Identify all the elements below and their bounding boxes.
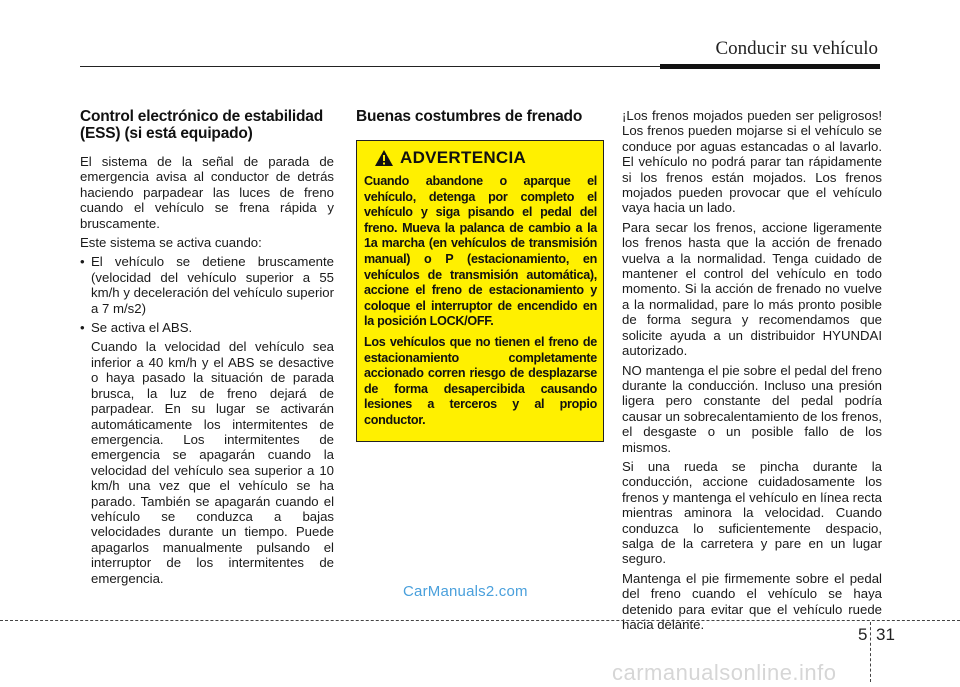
dry-brakes-paragraph: Para secar los frenos, accione ligeramente los frenos hasta que la acción de frenado vuelva a la normalidad. Tenga cuidado de mantener el control del vehículo en todo momento. Si la acción de frenado no vuelve a la normalidad, pare lo más pronto posible de forma segura y recomendamos que solicite ayuda a un distribuidor HYUNDAI autorizado. (622, 219, 882, 359)
warning-title: ADVERTENCIA (400, 148, 527, 167)
warning-triangle-icon (374, 149, 394, 167)
ess-bullet-2 (80, 320, 334, 335)
section-title: Conducir su vehículo (715, 38, 878, 59)
ess-bullet-2-text: Se activa el ABS. (91, 320, 193, 336)
chapter-number: 5 (858, 625, 868, 644)
page-number: 31 (876, 625, 895, 644)
header-rule-thick (660, 64, 880, 69)
stopped-vehicle-paragraph: Mantenga el pie firmemente sobre el pedal del freno cuando el vehículo se haya detenido para evitar que el vehículo ruede hacia delante. (622, 570, 882, 632)
ess-heading-line1: Control electrónico de estabilidad (80, 108, 323, 125)
wet-brakes-paragraph: ¡Los frenos mojados pueden ser peligrosos! Los frenos pueden mojarse si el vehículo se conduce por aguas estancadas o al lavarlo. El vehículo no podrá parar tan rápidamente si los frenos están mojados. Los frenos mojados pueden provocar que el vehículo vaya hacia un lado. (622, 108, 882, 216)
flat-tire-paragraph: Si una rueda se pincha durante la conducción, accione cuidadosamente los frenos y mantenga el vehículo en línea recta mientras aminora la velocidad. Cuando conduzca lo suficientemente despacio, salga de la carretera y pare en un lugar seguro. (622, 458, 882, 567)
bullet-dot: • (80, 320, 85, 336)
footer-rule (0, 620, 960, 621)
right-column (622, 108, 882, 636)
foot-on-pedal-paragraph: NO mantenga el pie sobre el pedal del freno durante la conducción. Incluso una presión ligera pero constante del pedal podría causar un sobrecalentamiento de los frenos, el desgaste o un posible fallo de los mismos. (622, 362, 882, 455)
middle-column (356, 108, 606, 137)
warning-paragraph-2: Los vehículos que no tienen el freno de estacionamiento completamente accionado corren riesgo de desplazarse de forma desapercibida causando lesiones a terceros y al propio conductor. (364, 334, 597, 427)
left-column (80, 108, 334, 586)
warning-box (356, 140, 604, 442)
bullet-dot: • (80, 254, 85, 270)
watermark-link[interactable]: CarManuals2.com (403, 583, 528, 600)
ess-note: Cuando la velocidad del vehículo sea inferior a 40 km/h y el ABS se desactive o haya pasado la situación de parada brusca, la luz de freno dejará de parpadear. En su lugar se activarán automáticamente los intermitentes de emergencia. Los intermitentes de emergencia se apagarán cuando la velocidad del vehículo sea superior a 10 km/h una vez que el vehículo se ha parado. También se apagarán cuando el vehículo se conduzca a bajas velocidades durante un tiempo. Puede apagarlos manualmente pulsando el interruptor de los intermitentes de emergencia. (91, 339, 334, 586)
ess-activation-intro: Este sistema se activa cuando: (80, 235, 262, 251)
ess-bullet-1 (80, 254, 334, 316)
ess-bullet-1-text: El vehículo se detiene bruscamente (velocidad del vehículo superior a 55 km/h y deceleración del vehículo superior a 7 m/s2) (91, 254, 334, 316)
warning-paragraph-1: Cuando abandone o aparque el vehículo, detenga por completo el vehículo y siga pisando el pedal del freno. Mueva la palanca de cambio a la 1a marcha (en vehículos de transmisión manual) o P (estacionamiento, en vehículos de transmisión automática), accione el freno de estacionamiento y coloque el interruptor de encendido en la posición LOCK/OFF. (364, 174, 597, 329)
site-watermark: carmanualsonline.info (612, 660, 837, 685)
ess-intro: El sistema de la señal de parada de emergencia avisa al conductor de detrás haciendo parpadear las luces de freno cuando el vehículo se frena rápida y bruscamente. (80, 154, 334, 231)
braking-heading: Buenas costumbres de frenado (356, 108, 583, 125)
warning-header (364, 148, 597, 168)
page-number-separator (870, 622, 872, 682)
ess-heading (80, 108, 334, 142)
ess-heading-line2: (ESS) (si está equipado) (80, 125, 253, 142)
